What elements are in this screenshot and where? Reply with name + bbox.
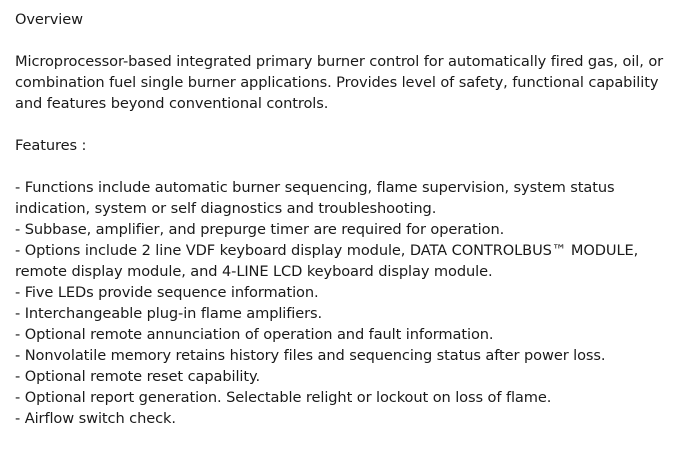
feature-item: - Nonvolatile memory retains history files and sequencing status after power loss. [15,347,606,364]
feature-item: - Options include 2 line VDF keyboard display module, DATA CONTROLBUS™ MODULE, remote display module, and 4-LINE LCD keyboard display module. [15,242,639,280]
spacer [15,30,687,51]
overview-description: Microprocessor-based integrated primary burner control for automatically fired gas, oil, or combination fuel single burner applications. Provides level of safety, functional capability and features beyond conventional controls. [15,53,664,112]
feature-item: - Airflow switch check. [15,410,176,427]
feature-item: - Functions include automatic burner sequencing, flame supervision, system status indication, system or self diagnostics and troubleshooting. [15,179,615,217]
feature-item: - Five LEDs provide sequence information. [15,284,319,301]
feature-item: - Optional remote reset capability. [15,368,261,385]
spacer [15,114,687,135]
feature-item: - Optional remote annunciation of operation and fault information. [15,326,494,343]
feature-item: - Subbase, amplifier, and prepurge timer are required for operation. [15,221,505,238]
feature-item: - Optional report generation. Selectable relight or lockout on loss of flame. [15,389,552,406]
feature-item: - Interchangeable plug-in flame amplifiers. [15,305,323,322]
overview-heading: Overview [15,11,83,28]
product-description [15,9,687,429]
spacer [15,156,687,177]
features-list [15,177,687,429]
features-heading: Features : [15,137,87,154]
